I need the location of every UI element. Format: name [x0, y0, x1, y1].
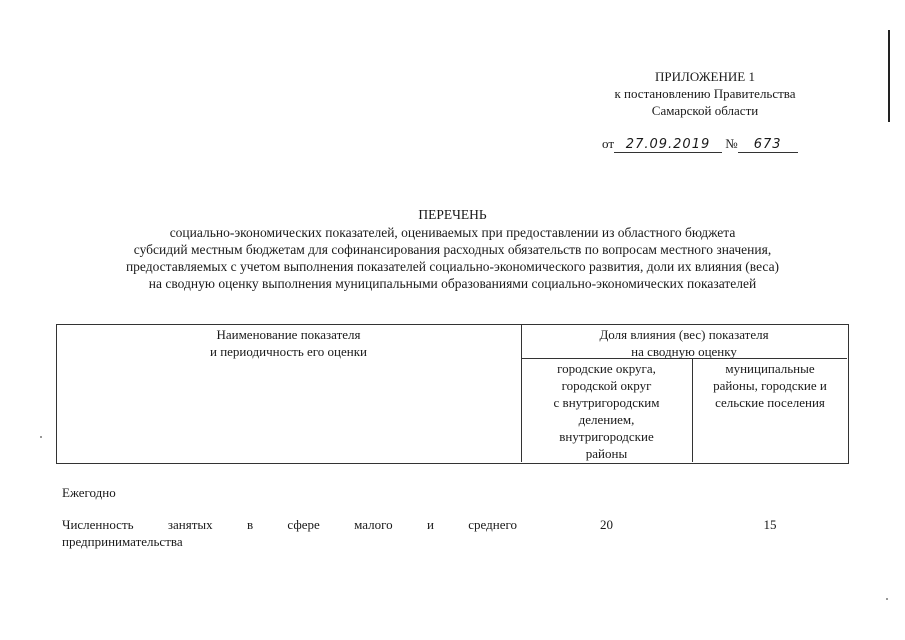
header-line: муниципальные [725, 361, 815, 376]
document-subtitle [40, 224, 865, 292]
header-line: делением, [578, 412, 635, 427]
indicator-value-municipal: 15 [763, 517, 777, 532]
subcol-municipal-districts [693, 360, 847, 411]
subcol-urban-districts [521, 360, 692, 462]
header-line: с внутригородским [553, 395, 660, 410]
subtitle-line: предоставляемых с учетом выполнения показателей социально-экономического развития, доли их влияния (веса) [125, 259, 780, 274]
scan-speck [40, 436, 42, 438]
header-line: на сводную оценку [631, 344, 737, 359]
decree-number: 673 [738, 137, 798, 153]
header-line: сельские поселения [715, 395, 825, 410]
col-weight-header [521, 326, 847, 360]
decree-date-line [602, 136, 798, 153]
appendix-line-2: к постановлению Правительства [614, 86, 796, 101]
scan-speck [886, 598, 888, 600]
header-line: районы, городские и [713, 378, 827, 393]
indicator-word: и [426, 517, 434, 532]
date-prefix: от [602, 136, 615, 151]
header-line: Наименование показателя [216, 327, 361, 342]
col-indicator-header [56, 326, 521, 360]
indicator-value-urban: 20 [600, 517, 613, 532]
header-line: районы [585, 446, 628, 461]
header-line: и периодичность его оценки [209, 344, 368, 359]
subtitle-line: субсидий местным бюджетам для софинансирования расходных обязательств по вопросам местного значения, [133, 242, 772, 257]
decree-date: 27.09.2019 [614, 137, 722, 153]
header-line: городские округа, [557, 361, 656, 376]
indicator-word: занятых [167, 517, 213, 532]
subtitle-line: на сводную оценку выполнения муниципальными образованиями социально-экономических показателей [148, 276, 757, 291]
document-title: ПЕРЕЧЕНЬ [418, 207, 487, 222]
indicator-name-line-2: предпринимательства [62, 534, 183, 549]
indicator-row [62, 516, 517, 550]
appendix-title: ПРИЛОЖЕНИЕ 1 [655, 69, 755, 84]
indicator-word: Численность [62, 517, 134, 532]
header-line: внутригородские [559, 429, 654, 444]
indicator-word: среднего [468, 517, 517, 532]
indicator-name-line-1 [62, 516, 517, 533]
indicator-word: малого [354, 517, 393, 532]
indicator-word: сфере [287, 517, 320, 532]
scan-edge-line [888, 30, 890, 122]
number-sign: № [725, 136, 738, 151]
header-line: городской округ [561, 378, 652, 393]
subtitle-line: социально-экономических показателей, оцениваемых при предоставлении из областного бюджета [169, 225, 736, 240]
appendix-line-3: Самарской области [651, 103, 759, 118]
header-line: Доля влияния (вес) показателя [599, 327, 769, 342]
section-annual: Ежегодно [62, 485, 116, 500]
indicator-word: в [246, 517, 254, 532]
appendix-header [560, 68, 850, 119]
